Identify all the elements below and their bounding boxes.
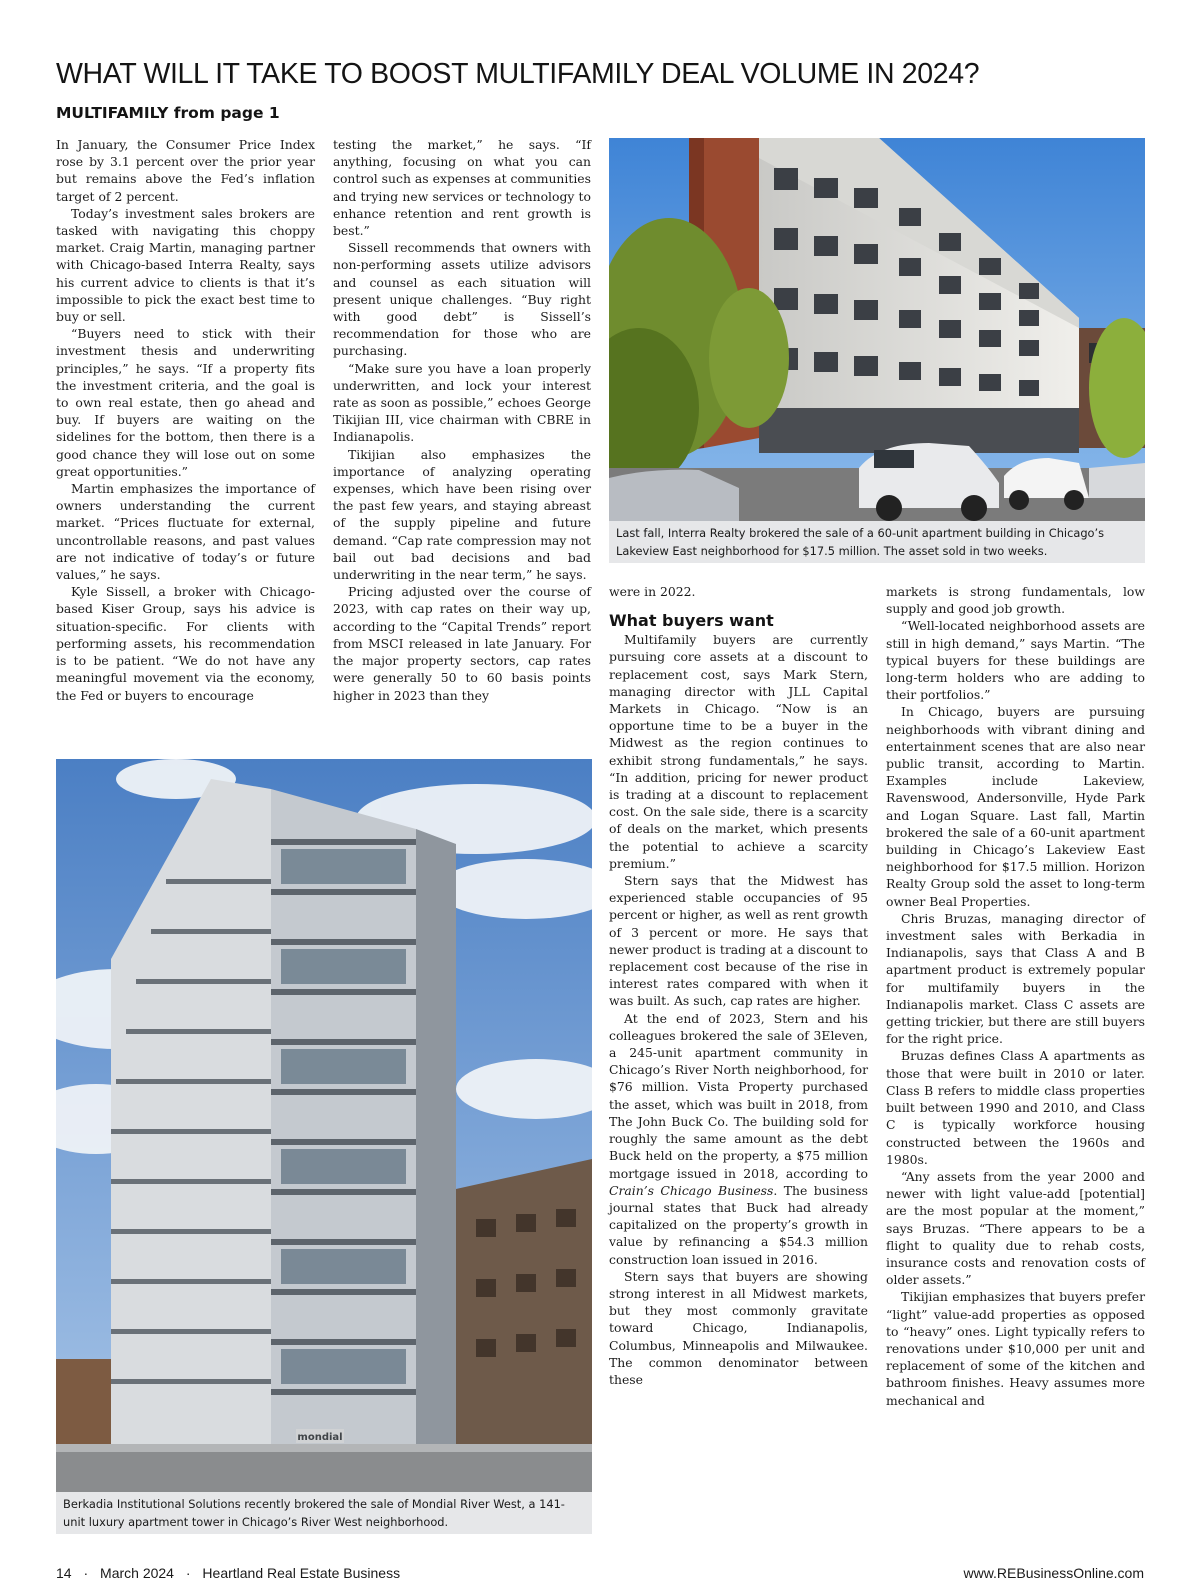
article-column-3 [609,583,868,1388]
paragraph: Martin emphasizes the importance of owners understanding the current market. “Prices fluctuate for external, uncontrollable reasons, and past values are not indicative of today’s or future values,” he says. [56,481,315,583]
paragraph: Chris Bruzas, managing director of investment sales with Berkadia in Indianapolis, says that Class A and B apartment product is extremely popular for multifamily buyers in the Indianapolis market. Class C assets are getting trickier, but there are still buyers for the right price. [886,910,1145,1047]
publication-italic: Crain’s Chicago Business [609,1182,774,1198]
paragraph: Multifamily buyers are currently pursuing core assets at a discount to replacement cost, says Mark Stern, managing director with JLL Capital Markets in Chicago. “Now is an opportune time to be a buyer in the Midwest as the region continues to exhibit strong fundamentals,” he says. “In addition, pricing for newer product is trading at a discount to replacement cost. On the sale side, there is a scarcity of deals on the market, which presents the potential to achieve a scarcity premium.” [609,632,868,871]
paragraph: Kyle Sissell, a broker with Chicago-based Kiser Group, says his advice is situation-specific. For clients with performing assets, his recommendation is to be patient. “We do not have any meaningful movement via the economy, the Fed or buyers to encourage [56,584,315,703]
page-title: WHAT WILL IT TAKE TO BOOST MULTIFAMILY DEAL VOLUME IN 2024? [56,58,980,90]
paragraph: Bruzas defines Class A apartments as those that were built in 2010 or later. Class B refers to middle class properties built between 1990 and 2010, and Class C is typically workforce housing constructed between the 1960s and 1980s. [886,1048,1145,1167]
text-run: . The business journal states that Buck had already capitalized on the property’s growth in value by refinancing a $54.3 million construction loan issued in 2016. [609,1182,868,1267]
paragraph: “Make sure you have a loan properly underwritten, and lock your interest rate as soon as possible,” echoes George Tikijian III, vice chairman with CBRE in Indianapolis. [333,360,591,445]
paragraph: In January, the Consumer Price Index rose by 3.1 percent over the prior year but remains above the Fed’s inflation target of 2 percent. [56,137,315,204]
page-number: 14 [56,1565,72,1581]
photo-mondial-river-west-image [56,759,592,1492]
paragraph: “Any assets from the year 2000 and newer with light value-add [potential] are the most popular at the moment,” says Bruzas. “There appears to be a flight to quality due to rehab costs, insurance costs and renovation costs of older assets.” [886,1168,1145,1288]
paragraph: Sissell recommends that owners with non-performing assets utilize advisors and counsel as each situation will present unique challenges. “Buy right with good debt” is Sissell’s recommendation for those who are purchasing. [333,240,591,359]
paragraph: In Chicago, buyers are pursuing neighborhoods with vibrant dining and entertainment scenes that are also near public transit, according to Martin. Examples include Lakeview, Ravenswood, Andersonville, Hyde Park and Logan Square. Last fall, Martin brokered the sale of a 60-unit apartment building in Chicago’s Lakeview East neighborhood for $17.5 million. Horizon Realty Group sold the asset to long-term owner Beal Properties. [886,704,1145,909]
jump-line: MULTIFAMILY from page 1 [56,104,280,122]
mondial-sign: mondial [297,1432,343,1443]
publication-name: Heartland Real Estate Business [202,1565,401,1581]
issue-date: March 2024 [100,1565,174,1581]
photo-lakeview-apartment [609,138,1145,521]
paragraph: “Buyers need to stick with their investment thesis and underwriting principles,” he says. “If a property fits the investment criteria, and the goal is to own real estate, then go ahead and buy. If buyers are waiting on the sidelines for the bottom, then there is a good chance they will lose out on some great opportunities.” [56,326,315,479]
paragraph: Tikijian also emphasizes the importance of analyzing operating expenses, which have been rising over the past few years, and staying abreast of the supply pipeline and future demand. “Cap rate compression may not bail out bad decisions and bad underwriting in the near term,” he says. [333,446,591,583]
footer-separator: · [83,1565,89,1581]
website-url: www.REBusinessOnline.com [963,1565,1144,1581]
paragraph: Tikijian emphasizes that buyers prefer “light” value-add properties as opposed to “heavy” ones. Light typically refers to renovations under $10,000 per unit and replacement of some of the kitchen and bathroom finishes. Heavy assumes more mechanical and [886,1289,1145,1408]
photo-caption-mondial: Berkadia Institutional Solutions recently brokered the sale of Mondial River West, a 141-unit luxury apartment tower in Chicago’s River West neighborhood. [56,1492,592,1534]
article-column-1 [56,136,315,704]
paragraph: Stern says that buyers are showing strong interest in all Midwest markets, but they most commonly gravitate toward Chicago, Indianapolis, Columbus, Minneapolis and Milwaukee. The common denominator between these [609,1268,868,1387]
subhead-what-buyers-want: What buyers want [609,611,774,631]
photo-mondial-river-west [56,759,592,1492]
photo-caption-lakeview: Last fall, Interra Realty brokered the sale of a 60-unit apartment building in Chicago’s Lakeview East neighborhood for $17.5 million. The asset sold in two weeks. [609,521,1145,563]
paragraph: Today’s investment sales brokers are tasked with navigating this choppy market. Craig Martin, managing partner with Chicago-based Interra Realty, says his current advice to clients is that it’s impossible to pick the exact best time to buy or sell. [56,205,315,325]
photo-lakeview-apartment-image [609,138,1145,521]
paragraph [609,1010,868,1268]
paragraph: were in 2022. [609,584,696,599]
paragraph: Pricing adjusted over the course of 2023, with cap rates on their way up, according to the “Capital Trends” report from MSCI released in late January. For the major property sectors, cap rates were generally 50 to 60 basis points higher in 2023 than they [333,584,591,703]
text-run: At the end of 2023, Stern and his colleagues brokered the sale of 3Eleven, a 245-unit apartment community in Chicago’s River North neighborhood, for $76 million. Vista Property purchased the asset, which was built in 2018, from The John Buck Co. The building sold for roughly the same amount as the debt Buck held on the property, a $75 million mortgage issued in 2018, according to [609,1010,868,1181]
article-column-4 [886,583,1145,1409]
paragraph: Stern says that the Midwest has experienced stable occupancies of 95 percent or higher, as well as rent growth of 3 percent or more. He says that newer product is trading at a discount to replacement cost because of the rise in interest rates compared with when it was built. As such, cap rates are higher. [609,873,868,1009]
paragraph: markets is strong fundamentals, low supply and good job growth. [886,584,1145,617]
paragraph: testing the market,” he says. “If anything, focusing on what you can control such as expenses at communities and trying new services or technology to enhance retention and rent growth is best.” [333,137,591,239]
paragraph: “Well-located neighborhood assets are still in high demand,” says Martin. “The typical buyers for these buildings are long-term holders who are adding to their portfolios.” [886,618,1145,703]
article-column-2 [333,136,591,704]
footer-separator: · [185,1565,191,1581]
footer-left [56,1565,400,1581]
